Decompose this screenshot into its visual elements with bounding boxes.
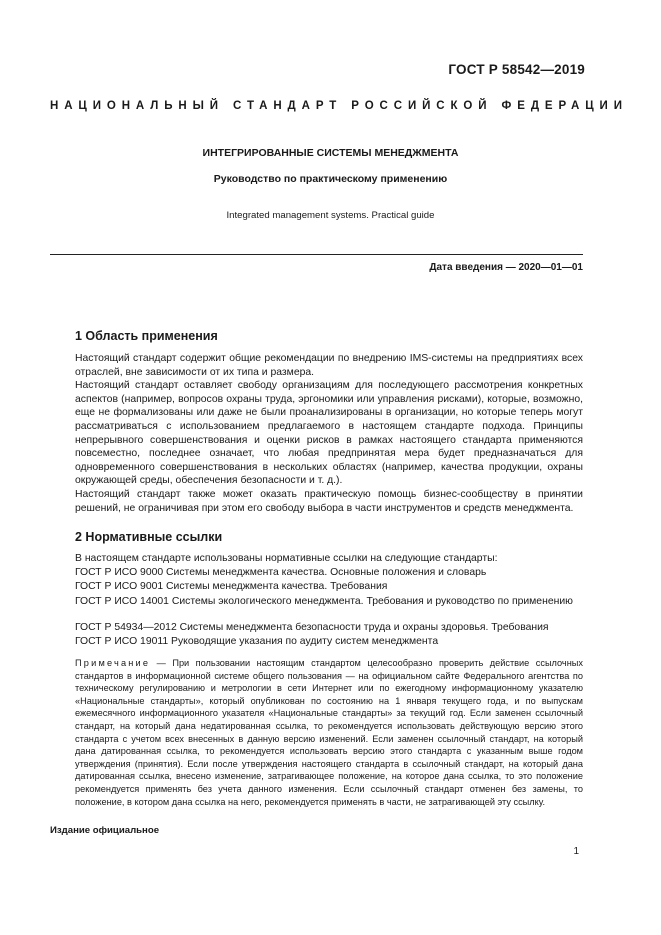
- header-divider: [50, 254, 583, 255]
- reference-item: ГОСТ Р ИСО 9000 Системы менеджмента качества. Основные положения и словарь: [75, 567, 487, 578]
- national-standard-banner: НАЦИОНАЛЬНЫЙ СТАНДАРТ РОССИЙСКОЙ ФЕДЕРАЦИИ: [50, 100, 628, 112]
- section-2-intro: В настоящем стандарте использованы нормативные ссылки на следующие стандарты:: [75, 553, 498, 564]
- document-title-english: Integrated management systems. Practical guide: [226, 210, 435, 221]
- document-title: ИНТЕГРИРОВАННЫЕ СИСТЕМЫ МЕНЕДЖМЕНТА: [202, 147, 459, 159]
- section-1-paragraph-1: Настоящий стандарт содержит общие рекомендации по внедрению IMS-системы на предприятиях всех отраслей, вне зависимости от их типа и размера.: [75, 353, 583, 378]
- reference-item-wrapped: [50, 595, 583, 609]
- reference-item: ГОСТ Р 54934—2012 Системы менеджмента безопасности труда и охраны здоровья. Требования: [75, 622, 549, 633]
- effective-date: Дата введения — 2020—01—01: [429, 262, 583, 273]
- section-2-heading: 2 Нормативные ссылки: [75, 530, 223, 544]
- reference-item: ГОСТ Р ИСО 19011 Руководящие указания по аудиту систем менеджмента: [75, 636, 439, 647]
- note-label: Примечание: [75, 658, 151, 668]
- section-1-paragraph-2: Настоящий стандарт оставляет свободу организациям для последующего рассмотрения конкретных аспектов (например, вопросов охраны труда, эргономики или управления рисками), которые, возможно, еще не формализованы или даже не были проанализированы в организации, но которые теперь могут рассматриваться с использованием предлагаемого в настоящем стандарте подхода. Принципы непрерывного совершенствования и оценки рисков в рамках настоящего стандарта применяются повсеместно, последнее означает, что любая предпринятая мера будет предназначаться для одновременного совершенствования в нескольких областях (например, качества продукции, охраны окружающей среды, обеспечения безопасности и т. д.).: [75, 380, 583, 487]
- reference-item: ГОСТ Р ИСО 14001 Системы экологического менеджмента. Требования и руководство по применению: [75, 596, 573, 607]
- page-number: 1: [573, 846, 579, 857]
- note-block: [50, 657, 583, 808]
- edition-label: Издание официальное: [50, 825, 160, 836]
- note-text: — При пользовании настоящим стандартом целесообразно проверить действие ссылочных стандартов в информационной системе общего пользования — на официальном сайте Федерального агентства по техническому регулированию и метрологии в сети Интернет или по ежегодному информационному указателю «Национальные стандарты», который опубликован по состоянию на 1 января текущего года, и по выпускам ежемесячного информационного указателя «Национальные стандарты» за текущий год. Если заменен ссылочный стандарт, на который дана недатированная ссылка, то рекомендуется использовать действующую версию этого стандарта с учетом всех внесенных в данную версию изменений. Если заменен ссылочный стандарт, на который дана датированная ссылка, то рекомендуется использовать версию этого стандарта с указанным выше годом утверждения (принятия). Если после утверждения настоящего стандарта в ссылочный стандарт, на который дана датированная ссылка, внесено изменение, затрагивающее положение, на которое дана ссылка, то это положение рекомендуется применять без учета данного изменения. Если ссылочный стандарт отменен без замены, то положение, в котором дана ссылка на него, рекомендуется применять в части, не затрагивающей эту ссылку.: [75, 658, 583, 807]
- section-1-body: [50, 352, 583, 515]
- section-1-heading: 1 Область применения: [75, 329, 218, 343]
- document-subtitle: Руководство по практическому применению: [213, 173, 448, 185]
- section-1-paragraph-3: Настоящий стандарт также может оказать практическую помощь бизнес-сообществу в принятии решений, не ограничивая при этом его свободу выбора в части инструментов и средств менеджмента.: [75, 488, 583, 514]
- reference-item: ГОСТ Р ИСО 9001 Системы менеджмента качества. Требования: [75, 581, 388, 592]
- gost-code: ГОСТ Р 58542—2019: [448, 62, 585, 77]
